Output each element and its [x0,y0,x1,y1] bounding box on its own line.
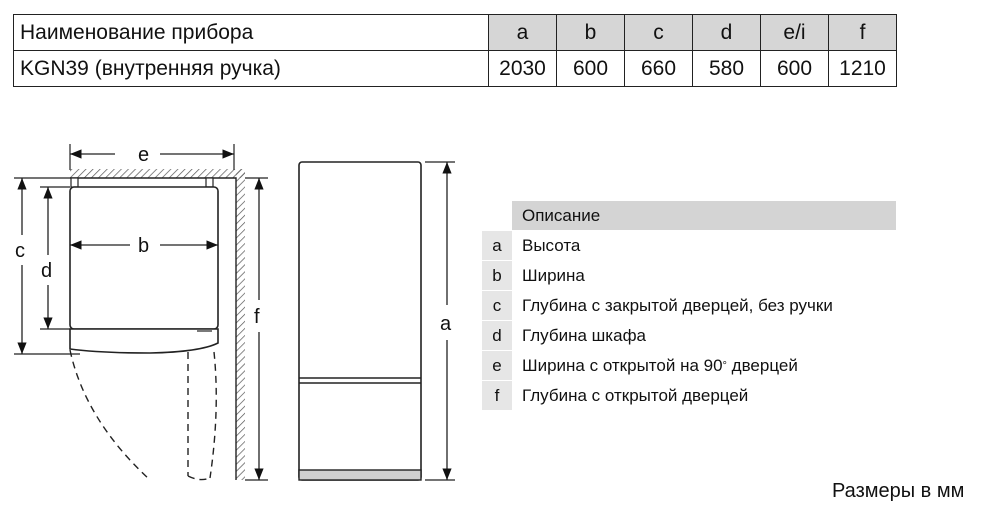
legend-key: f [482,381,512,410]
header-col-d: d [693,15,761,51]
spacer-left [71,178,78,187]
cell-d: 580 [693,51,761,87]
legend-row-c [482,291,896,321]
legend-desc-tail: дверцей [726,355,798,375]
legend-header-key [482,201,512,230]
cell-ei: 600 [761,51,829,87]
spacer-right [206,178,213,187]
legend-row-b [482,261,896,291]
cabinet-top-view [70,187,218,329]
label-b: b [138,235,150,257]
front-view [299,162,455,480]
legend-desc: Глубина шкафа [522,325,647,345]
legend-key: e [482,351,512,380]
legend-table [482,201,896,411]
header-col-ei: e/i [761,15,829,51]
row-device-name: KGN39 (внутренняя ручка) [14,51,489,87]
cell-f: 1210 [829,51,897,87]
legend-desc: Ширина [522,265,585,285]
label-d: d [41,260,53,282]
wall-right [236,169,245,480]
header-col-b: b [557,15,625,51]
fridge-front [299,162,421,480]
wall-top [70,169,245,178]
label-f: f [254,306,260,328]
legend-title: Описание [512,201,896,230]
door-open-dashed [70,350,150,480]
legend-key: c [482,291,512,320]
degree-sign: ° [722,359,727,372]
header-col-f: f [829,15,897,51]
units-note: Размеры в мм [832,480,965,502]
legend-desc-main: Ширина с открытой на 90 [522,355,723,375]
door-open-dashed-4 [188,476,210,480]
legend-header [482,201,896,231]
cell-a: 2030 [489,51,557,87]
label-a: a [440,313,452,335]
legend-row-a [482,231,896,261]
legend-row-e [482,351,896,381]
legend-desc [512,351,896,380]
legend-key: d [482,321,512,350]
legend-row-f [482,381,896,411]
legend-row-d [482,321,896,351]
label-e: e [138,144,150,166]
header-col-c: c [625,15,693,51]
top-view [14,144,268,480]
cell-c: 660 [625,51,693,87]
legend-key: a [482,231,512,260]
label-c: c [15,240,25,262]
header-device-name: Наименование прибора [14,15,489,51]
door-closed [70,329,218,353]
legend-key: b [482,261,512,290]
door-open-dashed-3 [210,352,216,478]
cell-b: 600 [557,51,625,87]
header-col-a: a [489,15,557,51]
legend-desc: Высота [522,235,581,255]
legend-desc: Глубина с открытой дверцей [522,385,749,405]
base-plinth [299,470,421,480]
legend-desc: Глубина с закрытой дверцей, без ручки [522,295,833,315]
